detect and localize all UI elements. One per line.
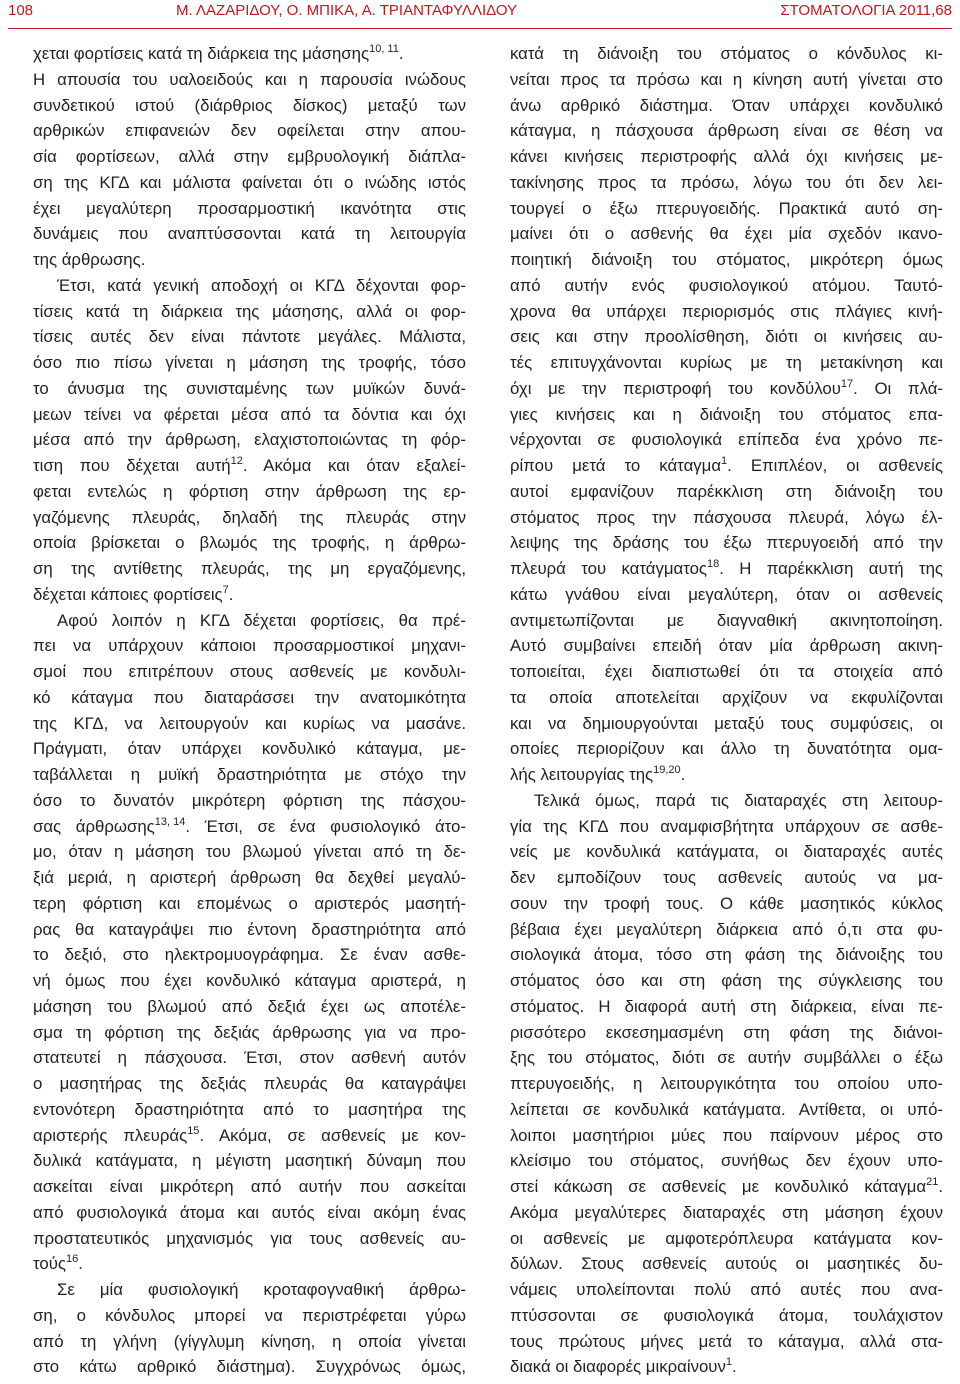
- text-line: οποία βρίσκεται ο βλωμός της τροφής, η άρθρω-: [33, 533, 466, 553]
- text-line: [510, 453, 943, 479]
- citation-superscript: 1: [721, 455, 728, 467]
- line-text: .: [680, 765, 686, 784]
- text-line: σμοί που επιτρέπουν στους ασθενείς με κονδυλι-: [33, 662, 466, 681]
- text-line: ση της ΚΓΔ και μάλιστα φαίνεται ότι ο ινώδης ιστός: [33, 172, 466, 192]
- text-line: Πράγματι, όταν υπάρχει κονδυλικό κάταγμα, με-: [33, 739, 466, 759]
- text-line: ποιητική διάνοιξη του στόματος, μικρότερη όμως: [510, 250, 943, 269]
- line-text: ρίπου μετά το κάταγμα: [510, 456, 722, 475]
- text-line: συνδετικού ιστού (διάρθριος δίσκος) μεταξύ των: [33, 95, 466, 115]
- text-line: κλείσιμο του στόματος, συνήθως δεν έχουν υπο-: [510, 1151, 943, 1171]
- text-line: [33, 1251, 466, 1277]
- text-line: ρας θα καταγράψει πιο έντονη δραστηριότητα από: [33, 919, 466, 939]
- citation-superscript: 1: [725, 1356, 732, 1369]
- text-line: το δεξιό, στο ηλεκτρομυογράφημα. Σε έναν ασθε-: [33, 945, 466, 965]
- text-line: και να δημιουργούνται μεταξύ τους συμφύσεις, οι: [510, 713, 943, 733]
- text-line: ξιά μεριά, η αριστερή άρθρωση θα δεχθεί μεγαλύ-: [33, 868, 466, 887]
- line-text: αριστερής πλευράς: [33, 1125, 188, 1145]
- line-text: . Έτσι, σε ένα φυσιολογικό άτο-: [185, 816, 466, 836]
- text-line: άνω αρθρικό διάστημα. Όταν υπάρχει κονδυλικό: [510, 95, 943, 115]
- line-text: . Ακόμα και όταν εξαλεί-: [242, 456, 466, 475]
- text-line: σιολογικά άτομα, τόσο στη φάση της διάνοιξης του: [510, 945, 943, 965]
- line-text: όχι με την περιστροφή του κονδύλου: [510, 378, 841, 398]
- text-line: πει να υπάρχουν κάποιοι προσαρμοστικοί μηχανι-: [33, 636, 466, 656]
- text-line: κατά τη διάνοιξη του στόματος ο κόνδυλος κι-: [510, 44, 943, 63]
- paragraph-first-line: Σε μία φυσιολογική κροταφογναθική άρθρω-: [57, 1280, 466, 1299]
- text-line: λείπεται σε κονδυλικά κατάγματα. Αντίθετα, οι υπό-: [510, 1099, 943, 1119]
- text-line: της άρθρωσης.: [33, 250, 146, 269]
- text-line: [33, 814, 466, 840]
- text-line: Ακόμα μεγαλύτερες διαταραχές στη μάσηση έχουν: [510, 1202, 943, 1222]
- text-line: [510, 1354, 943, 1380]
- text-line: της ΚΓΔ, να λειτουργούν και κυρίως να μασάνε.: [33, 713, 466, 733]
- citation-superscript: 19,20: [653, 764, 681, 776]
- text-line: αρθρικών επιφανειών δεν οφείλεται στην απου-: [33, 121, 466, 141]
- line-text: . Οι πλά-: [853, 378, 943, 398]
- text-line: μο, όταν η μάσηση του βλωμού γίνεται από τη δε-: [33, 842, 466, 862]
- text-line: τουργεί ο έξω πτερυγοειδής. Πρακτικά αυτό ση-: [510, 198, 943, 218]
- text-line: αυτοί εμφανίζουν παρέκκλιση στη διάνοιξη του: [510, 481, 943, 501]
- line-text: .: [78, 1254, 83, 1274]
- text-line: [33, 1123, 466, 1149]
- line-text: πλευρά του κατάγματος: [510, 559, 708, 578]
- text-line: τοποιείται, έχει διαπιστωθεί ότι τα στοιχεία από: [510, 662, 943, 681]
- line-text: .: [732, 1357, 737, 1377]
- text-line: οποίες περιορίζουν και άλλο τη δυνατότητα ομα-: [510, 739, 943, 759]
- citation-superscript: 18: [707, 558, 720, 570]
- text-line: νείς με κονδυλικά κατάγματα, οι διαταραχές αυτές: [510, 842, 943, 862]
- text-line: τίσεις αυτές δεν είναι πάντοτε μεγάλες. Μάλιστα,: [33, 327, 466, 347]
- line-text: σας άρθρωσης: [33, 816, 155, 836]
- citation-superscript: 13, 14: [154, 815, 186, 828]
- text-line: πτύσσονται σε φυσιολογικά άτομα, τουλάχιστον: [510, 1305, 943, 1325]
- text-line: [510, 762, 943, 788]
- text-line: τακίνησης προς τα πρόσω, λόγω του ότι δεν λει-: [510, 172, 943, 192]
- text-line: από αυτήν ενός φυσιολογικού ατόμου. Ταυτό-: [510, 275, 943, 295]
- text-line: στόματος όσο και στη φάση της σύγκλεισης του: [510, 971, 943, 990]
- right-column: [510, 41, 943, 1380]
- text-line: Αυτό συμβαίνει επειδή όταν μία άρθρωση ακινη-: [510, 636, 943, 656]
- text-line: τα οποία αποτελείται αρχίζουν να εκφυλίζονται: [510, 687, 943, 707]
- text-line: αντιμετωπίζονται με διαγναθική ακινητοποίηση.: [510, 610, 943, 630]
- text-line: σμα τη φόρτιση της δεξιάς άρθρωσης για να προ-: [33, 1022, 466, 1042]
- text-line: λειψης της δράσης του έξω πτερυγοειδή από την: [510, 533, 943, 553]
- text-line: σεις και στην προολίσθηση, διότι οι κινήσεις αυ-: [510, 327, 943, 347]
- citation-superscript: 12: [230, 455, 243, 467]
- text-line: σία φορτίσεων, αλλά στην εμβρυολογική διάπλα-: [33, 147, 466, 166]
- line-text: . Ακόμα, σε ασθενείς με κον-: [199, 1125, 466, 1145]
- running-head-journal: ΣΤΟΜΑΤΟΛΟΓΙΑ 2011,68: [780, 2, 952, 19]
- citation-superscript: 16: [66, 1253, 79, 1266]
- citation-superscript: 15: [187, 1124, 200, 1137]
- citation-superscript: 10, 11: [369, 43, 399, 55]
- text-line: στο κάτω αρθρικό διάστημα). Συγχρόνως όμως,: [33, 1357, 466, 1377]
- line-text: τιση που δέχεται αυτή: [33, 456, 231, 475]
- text-line: γαζόμενης πλευράς, δηλαδή της πλευράς στην: [33, 507, 466, 527]
- text-line: το άνυσμα της συνισταμένης των μυϊκών δυνά-: [33, 378, 466, 398]
- text-line: προστατευτικός μηχανισμός για τους ασθενείς αυ-: [33, 1228, 466, 1248]
- text-line: μάσηση του βλωμού από δεξιά έχει ως αποτέλε-: [33, 996, 466, 1016]
- citation-superscript: 17: [840, 377, 854, 390]
- text-line: ο μασητήρας της δεξιάς πλευράς θα καταγράψει: [33, 1074, 466, 1093]
- citation-superscript: 21: [926, 1176, 939, 1188]
- line-text: τούς: [33, 1254, 66, 1274]
- text-line: νή όμως που έχει κονδυλικό κάταγμα αριστερά, η: [33, 971, 466, 990]
- text-line: τους πρώτους μήνες μετά το κάταγμα, αλλά στα-: [510, 1331, 943, 1351]
- text-line: νάμεις υπολείπονται πολύ από αυτές που ανα-: [510, 1280, 943, 1299]
- text-line: πτερυγοειδής, η λειτουργικότητα του οποίου υπο-: [510, 1074, 943, 1093]
- text-line: σουν την τροφή τους. Ο κάθε μασητικός κύκλος: [510, 893, 943, 913]
- text-line: γιες κινήσεις και η διάνοιξη του στόματος επα-: [510, 404, 943, 424]
- text-line: στατευτεί η πάσχουσα. Έτσι, στον ασθενή αυτόν: [33, 1048, 466, 1068]
- text-line: [33, 582, 466, 608]
- text-line: βέβαια έχει μεγαλύτερη διάρκεια από ό,τι στα φυ-: [510, 919, 943, 939]
- line-text: δέχεται κάποιες φορτίσεις: [33, 584, 223, 604]
- text-line: κάταγμα, η πάσχουσα άρθρωση είναι σε θέση να: [510, 121, 943, 141]
- text-line: δεν εμποδίζουν τους ασθενείς αυτούς να μα-: [510, 868, 943, 887]
- line-text: . Η παρέκκλιση αυτή της: [719, 559, 943, 578]
- text-line: τίσεις κατά τη διάρκεια της μάσησης, αλλά οι φορ-: [33, 301, 466, 321]
- text-line: από τη γλήνη (γίγγλυμη κίνηση, η οποία γίνεται: [33, 1331, 466, 1351]
- text-line: ταβάλλεται η μυϊκή δραστηριότητα με στόχο την: [33, 765, 466, 784]
- text-line: όσο το δυνατόν μικρότερη φόρτιση της πάσχου-: [33, 790, 466, 810]
- text-line: κό κάταγμα που διαταράσσει την ανατομικότητα: [33, 687, 466, 707]
- text-line: μαίνει ότι ο ασθενής θα έχει μία σχεδόν ικανο-: [510, 224, 943, 244]
- line-text: .: [938, 1177, 943, 1196]
- text-line: εντονότερη δραστηριότητα από το μασητήρα της: [33, 1099, 466, 1119]
- line-text: στεί κάκωση σε ασθενείς με κονδυλικό κάταγμα: [510, 1177, 927, 1196]
- text-line: στόματος. Η διαφορά αυτή στη διάρκεια, είναι πε-: [510, 996, 943, 1016]
- text-line: ση της αντίθετης πλευράς, της μη εργαζόμενης,: [33, 559, 466, 578]
- text-line: λοιποι μασητήριοι μύες που παίρνουν μέρος στο: [510, 1125, 943, 1145]
- text-line: [510, 376, 943, 402]
- text-line: φεται εντελώς η φόρτιση στην άρθρωση της ερ-: [33, 481, 466, 501]
- text-line: μέσα από την άρθρωση, ελαχιστοποιώντας τη φόρ-: [33, 430, 466, 450]
- text-line: όσο πιο πίσω γίνεται η μάσηση της τροφής, τόσο: [33, 353, 466, 372]
- line-text: λής λειτουργίας της: [510, 765, 654, 784]
- paragraph-first-line: Έτσι, κατά γενική αποδοχή οι ΚΓΔ δέχονται φορ-: [57, 275, 466, 295]
- text-line: [510, 556, 943, 582]
- text-line: Η απουσία του υαλοειδούς και η παρουσία ινώδους: [33, 69, 466, 89]
- text-line: [33, 41, 466, 67]
- text-line: κάνει κινήσεις περιστροφής αλλά όχι κινήσεις με-: [510, 147, 943, 166]
- text-line: [510, 1174, 943, 1200]
- header-rule: [8, 28, 952, 29]
- running-head-authors: Μ. ΛΑΖΑΡΙΔΟΥ, Ο. ΜΠΙΚΑ, Α. ΤΡΙΑΝΤΑΦΥΛΛΙΔΟΥ: [176, 2, 518, 19]
- line-text: .: [228, 584, 234, 604]
- page-number: 108: [8, 2, 34, 19]
- line-text: .: [398, 44, 404, 63]
- line-text: χεται φορτίσεις κατά τη διάρκεια της μάσησης: [33, 44, 370, 63]
- text-line: δύλων. Στους ασθενείς αυτούς οι μασητικές δυ-: [510, 1254, 943, 1274]
- line-text: . Επιπλέον, οι ασθενείς: [727, 456, 943, 475]
- text-line: μεων τείνει να φέρεται μέσα από τα δόντια και όχι: [33, 404, 466, 424]
- text-line: γία της ΚΓΔ που αναμφισβήτητα υπάρχουν σε ασθε-: [510, 816, 943, 836]
- citation-superscript: 7: [222, 583, 229, 596]
- text-line: ρισσότερο εκσεσημασμένη στη φάση της διάνοι-: [510, 1022, 943, 1042]
- text-line: ασκείται είναι μικρότερη από αυτήν που ασκείται: [33, 1177, 466, 1196]
- text-line: ση, ο κόνδυλος μπορεί να περιστρέφεται γύρω: [33, 1305, 466, 1325]
- text-line: [33, 453, 466, 479]
- text-line: νέρχονται σε φυσιολογικά επίπεδα ένα χρόνο πε-: [510, 430, 943, 450]
- text-line: νείται προς τα πρόσω και η κίνηση αυτή γίνεται στο: [510, 69, 943, 89]
- text-line: χρονα θα υπάρχει περιορισμός στις πλάγιες κινή-: [510, 301, 943, 321]
- paragraph-first-line: Αφού λοιπόν η ΚΓΔ δέχεται φορτίσεις, θα πρέ-: [57, 610, 466, 630]
- text-line: στόματος προς την πάσχουσα πλευρά, λόγω έλ-: [510, 507, 943, 527]
- text-line: τερη φόρτιση και επομένως ο αριστερός μασητή-: [33, 893, 466, 913]
- text-line: από φυσιολογικά άτομα και αυτός είναι ακόμη ένας: [33, 1202, 466, 1222]
- text-line: έχει μεγαλύτερη προσαρμοστική ικανότητα στις: [33, 198, 466, 218]
- text-line: δυνάμεις που αναπτύσσονται κατά τη λειτουργία: [33, 224, 466, 244]
- paragraph-first-line: Τελικά όμως, παρά τις διαταραχές στη λειτουρ-: [534, 790, 943, 810]
- text-line: κάτω γνάθου είναι μεγαλύτερη, όταν οι ασθενείς: [510, 584, 943, 604]
- text-line: ξης του στόματος, διότι σε αυτήν συμβάλλει ο έξω: [510, 1048, 943, 1068]
- line-text: διακά οι διαφορές μικραίνουν: [510, 1357, 726, 1377]
- text-line: οι ασθενείς με αμφοτερόπλευρα κατάγματα κον-: [510, 1228, 943, 1248]
- left-column: [33, 41, 466, 1380]
- text-line: δυλικά κατάγματα, η μέγιστη μασητική δύναμη που: [33, 1151, 466, 1171]
- text-line: τές επιτυγχάνονται κυρίως με τη μετακίνηση και: [510, 353, 943, 372]
